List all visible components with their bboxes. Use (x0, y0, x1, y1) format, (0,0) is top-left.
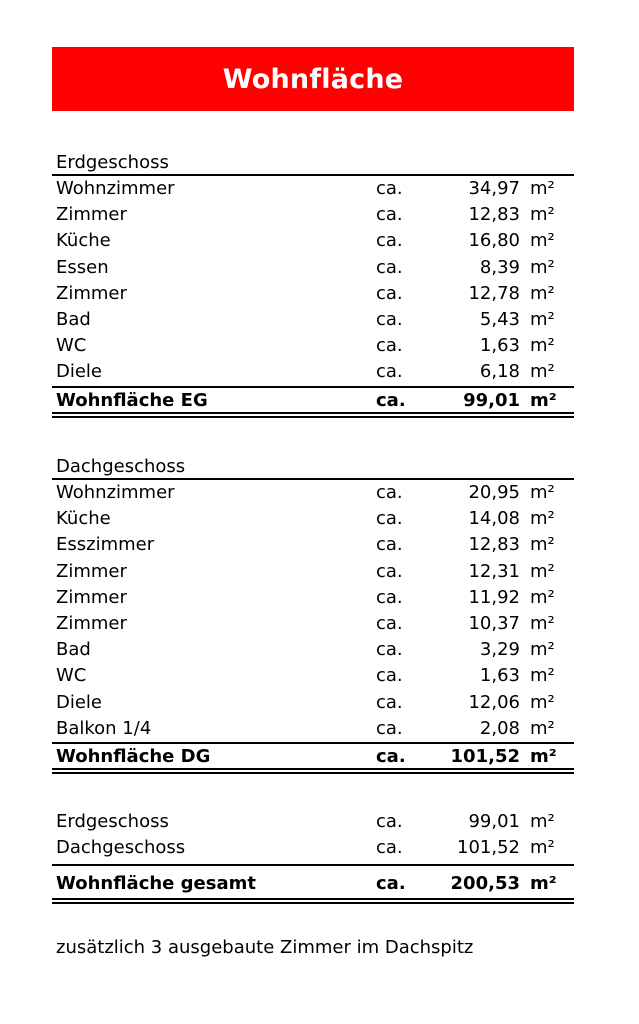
approx-label: ca. (376, 335, 403, 357)
area-unit: m² (530, 717, 555, 739)
section-dachgeschoss (52, 454, 574, 768)
table-row (52, 359, 574, 385)
table-row (52, 690, 574, 716)
area-unit: m² (530, 178, 555, 199)
area-value: 12,83 (468, 204, 520, 226)
summary-table (52, 809, 574, 898)
approx-label: ca. (376, 534, 403, 556)
table-row (52, 559, 574, 585)
total-row (52, 871, 574, 897)
divider (52, 864, 574, 866)
room-name: Zimmer (56, 282, 127, 304)
page-title: Wohnfläche (222, 63, 404, 95)
approx-label: ca. (376, 282, 403, 304)
total-row (52, 742, 574, 768)
approx-label: ca. (376, 361, 403, 383)
table-row (52, 809, 574, 835)
section-heading: Dachgeschoss (52, 454, 574, 480)
approx-label: ca. (376, 482, 403, 503)
table-row (52, 202, 574, 228)
room-name: Bad (56, 639, 91, 661)
approx-label: ca. (376, 256, 403, 278)
table-row (52, 506, 574, 532)
approx-label: ca. (376, 745, 406, 767)
area-value: 14,08 (468, 508, 520, 530)
table-row (52, 176, 574, 202)
room-name: Zimmer (56, 560, 127, 582)
area-unit: m² (530, 837, 555, 859)
total-row (52, 386, 574, 412)
approx-label: ca. (376, 665, 403, 687)
area-value: 99,01 (468, 811, 520, 832)
area-value: 8,39 (479, 256, 520, 278)
table-row (52, 663, 574, 689)
approx-label: ca. (376, 389, 406, 411)
approx-label: ca. (376, 308, 403, 330)
area-value: 16,80 (468, 230, 520, 252)
area-value: 101,52 (457, 837, 520, 859)
approx-label: ca. (376, 691, 403, 713)
total-label: Wohnfläche gesamt (56, 873, 256, 895)
area-unit: m² (530, 639, 555, 661)
section-heading: Erdgeschoss (52, 150, 574, 176)
area-unit: m² (530, 586, 555, 608)
area-unit: m² (530, 873, 557, 895)
table-row (52, 637, 574, 663)
area-value: 3,29 (479, 639, 520, 661)
floor-name: Erdgeschoss (56, 811, 169, 832)
area-unit: m² (530, 256, 555, 278)
approx-label: ca. (376, 873, 406, 895)
room-name: Esszimmer (56, 534, 155, 556)
room-name: Wohnzimmer (56, 482, 175, 503)
area-unit: m² (530, 308, 555, 330)
area-unit: m² (530, 745, 557, 767)
table-row (52, 281, 574, 307)
table-row (52, 480, 574, 506)
table-row (52, 307, 574, 333)
area-value: 2,08 (479, 717, 520, 739)
room-name: Bad (56, 308, 91, 330)
total-value: 99,01 (463, 389, 520, 411)
table-row (52, 716, 574, 742)
title-banner (52, 47, 574, 111)
total-value: 200,53 (450, 873, 520, 895)
area-table (52, 176, 574, 412)
area-unit: m² (530, 282, 555, 304)
approx-label: ca. (376, 508, 403, 530)
approx-label: ca. (376, 204, 403, 226)
table-row (52, 228, 574, 254)
room-name: WC (56, 665, 87, 687)
approx-label: ca. (376, 230, 403, 252)
approx-label: ca. (376, 837, 403, 859)
room-name: Diele (56, 361, 103, 383)
area-value: 10,37 (468, 612, 520, 634)
area-value: 1,63 (479, 335, 520, 357)
area-unit: m² (530, 534, 555, 556)
area-unit: m² (530, 612, 555, 634)
section-erdgeschoss (52, 150, 574, 412)
approx-label: ca. (376, 639, 403, 661)
footnote: zusätzlich 3 ausgebaute Zimmer im Dachspitz (56, 937, 474, 958)
total-value: 101,52 (450, 745, 520, 767)
room-name: Balkon 1/4 (56, 717, 152, 739)
floor-name: Dachgeschoss (56, 837, 186, 859)
room-name: Zimmer (56, 586, 127, 608)
area-unit: m² (530, 560, 555, 582)
total-label: Wohnfläche DG (56, 745, 211, 767)
area-unit: m² (530, 508, 555, 530)
table-row (52, 611, 574, 637)
room-name: Küche (56, 230, 111, 252)
area-value: 12,06 (468, 691, 520, 713)
area-unit: m² (530, 389, 557, 411)
area-unit: m² (530, 665, 555, 687)
total-label: Wohnfläche EG (56, 389, 208, 411)
area-unit: m² (530, 204, 555, 226)
table-row (52, 532, 574, 558)
approx-label: ca. (376, 612, 403, 634)
area-unit: m² (530, 691, 555, 713)
section-summary (52, 809, 574, 898)
area-unit: m² (530, 811, 555, 832)
area-value: 5,43 (479, 308, 520, 330)
area-value: 12,78 (468, 282, 520, 304)
area-value: 12,83 (468, 534, 520, 556)
area-value: 12,31 (468, 560, 520, 582)
area-value: 11,92 (468, 586, 520, 608)
area-unit: m² (530, 482, 555, 503)
room-name: WC (56, 335, 87, 357)
area-value: 20,95 (468, 482, 520, 503)
area-value: 34,97 (468, 178, 520, 199)
area-unit: m² (530, 230, 555, 252)
room-name: Zimmer (56, 204, 127, 226)
approx-label: ca. (376, 811, 403, 832)
approx-label: ca. (376, 717, 403, 739)
room-name: Diele (56, 691, 103, 713)
table-row (52, 255, 574, 281)
room-name: Zimmer (56, 612, 127, 634)
area-value: 1,63 (479, 665, 520, 687)
approx-label: ca. (376, 586, 403, 608)
area-unit: m² (530, 335, 555, 357)
area-table (52, 480, 574, 768)
approx-label: ca. (376, 560, 403, 582)
table-row (52, 585, 574, 611)
area-unit: m² (530, 361, 555, 383)
table-row (52, 835, 574, 861)
room-name: Küche (56, 508, 111, 530)
table-row (52, 333, 574, 359)
room-name: Essen (56, 256, 109, 278)
approx-label: ca. (376, 178, 403, 199)
room-name: Wohnzimmer (56, 178, 175, 199)
area-value: 6,18 (479, 361, 520, 383)
